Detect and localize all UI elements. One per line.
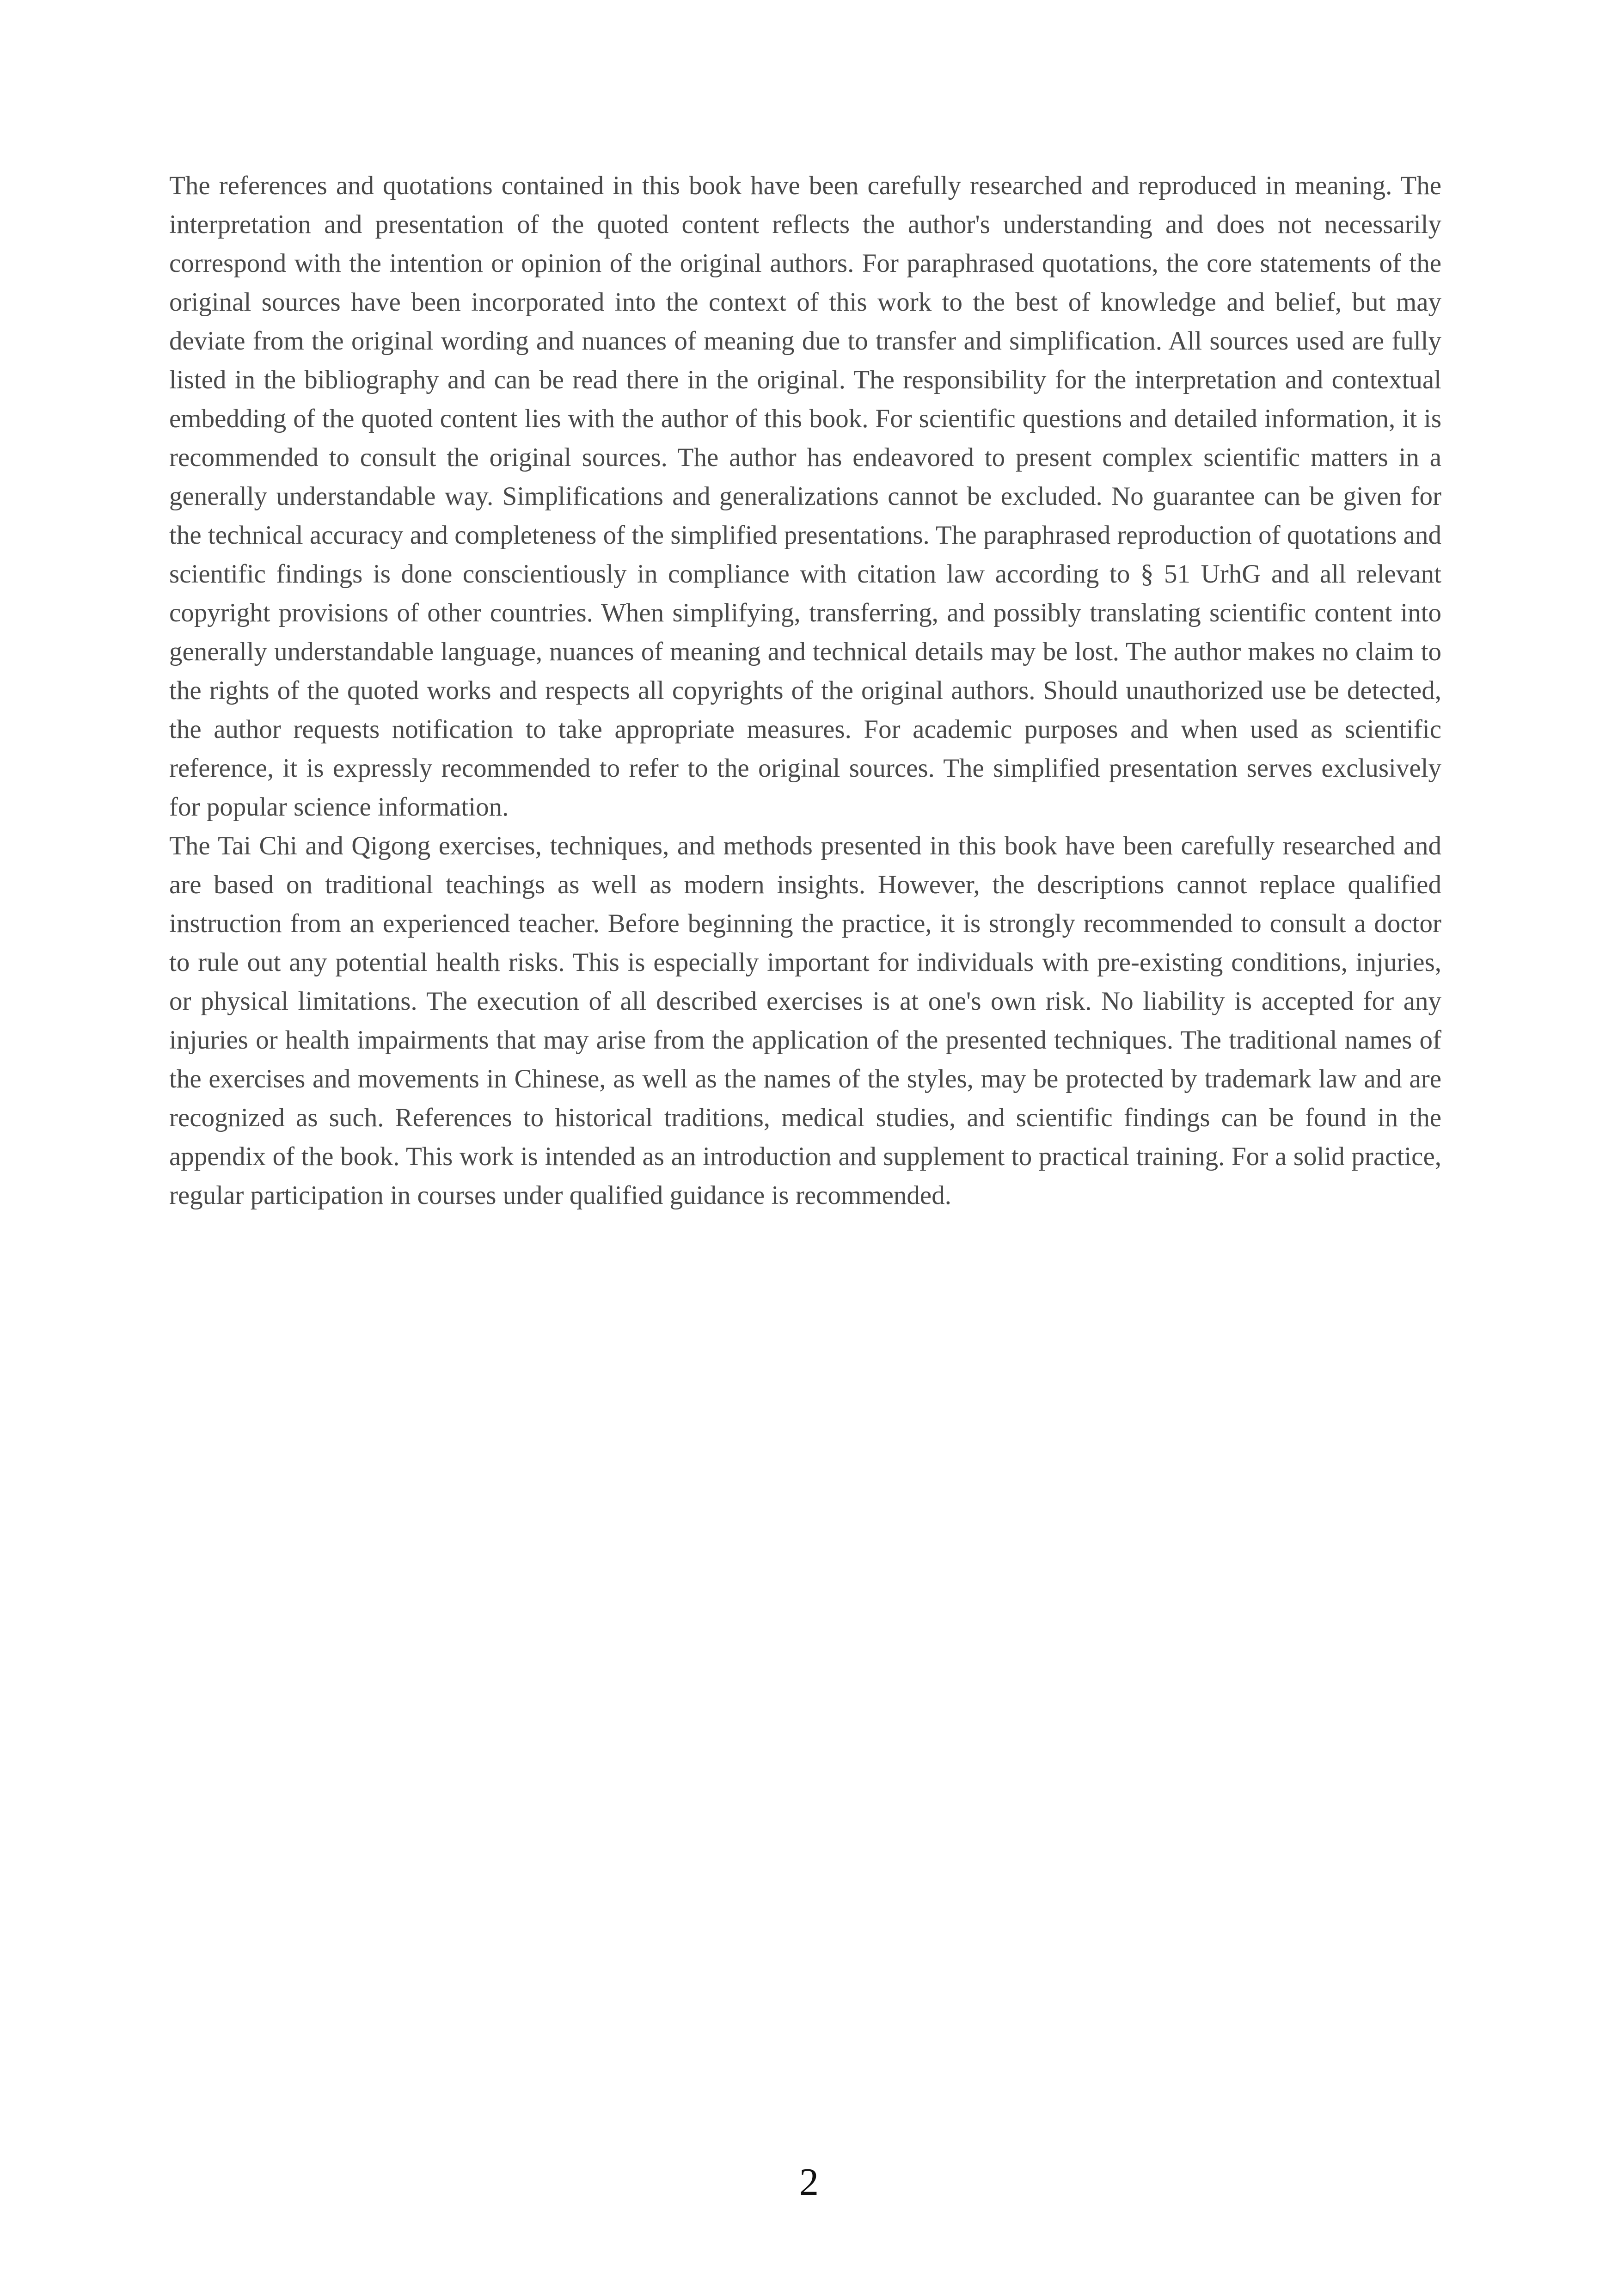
disclaimer-paragraph-sources: The references and quotations contained in this book have been carefully researched and reproduced in meaning. The interpretation and presentation of the quoted content reflects the author's understanding and does not necessarily correspond with the intention or opinion of the original authors. For paraphrased quotations, the core statements of the original sources have been incorporated into the context of this work to the best of knowledge and belief, but may deviate from the original wording and nuances of meaning due to transfer and simplification. All sources used are fully listed in the bibliography and can be read there in the original. The responsibility for the interpretation and contextual embedding of the quoted content lies with the author of this book. For scientific questions and detailed information, it is recommended to consult the original sources. The author has endeavored to present complex scientific matters in a generally understandable way. Simplifications and generalizations cannot be excluded. No guarantee can be given for the technical accuracy and completeness of the simplified presentations. The paraphrased reproduction of quotations and scientific findings is done conscientiously in compliance with citation law according to § 51 UrhG and all relevant copyright provisions of other countries. When simplifying, transferring, and possibly translating scientific content into generally understandable language, nuances of meaning and technical details may be lost. The author makes no claim to the rights of the quoted works and respects all copyrights of the original authors. Should unauthorized use be detected, the author requests notification to take appropriate measures. For academic purposes and when used as scientific reference, it is expressly recommended to refer to the original sources. The simplified presentation serves exclusively for popular science information. [169,171,1441,822]
disclaimer-paragraph-exercises: The Tai Chi and Qigong exercises, techniques, and methods presented in this book have been carefully researched and are based on traditional teachings as well as modern insights. However, the descriptions cannot replace qualified instruction from an experienced teacher. Before beginning the practice, it is strongly recommended to consult a doctor to rule out any potential health risks. This is especially important for individuals with pre-existing conditions, injuries, or physical limitations. The execution of all described exercises is at one's own risk. No liability is accepted for any injuries or health impairments that may arise from the application of the presented techniques. The traditional names of the exercises and movements in Chinese, as well as the names of the styles, may be protected by trademark law and are recognized as such. References to historical traditions, medical studies, and scientific findings can be found in the appendix of the book. This work is intended as an introduction and supplement to practical training. For a solid practice, regular participation in courses under qualified guidance is recommended. [169,831,1441,1210]
body-text [169,166,1441,1215]
page-number: 2 [799,2161,819,2204]
